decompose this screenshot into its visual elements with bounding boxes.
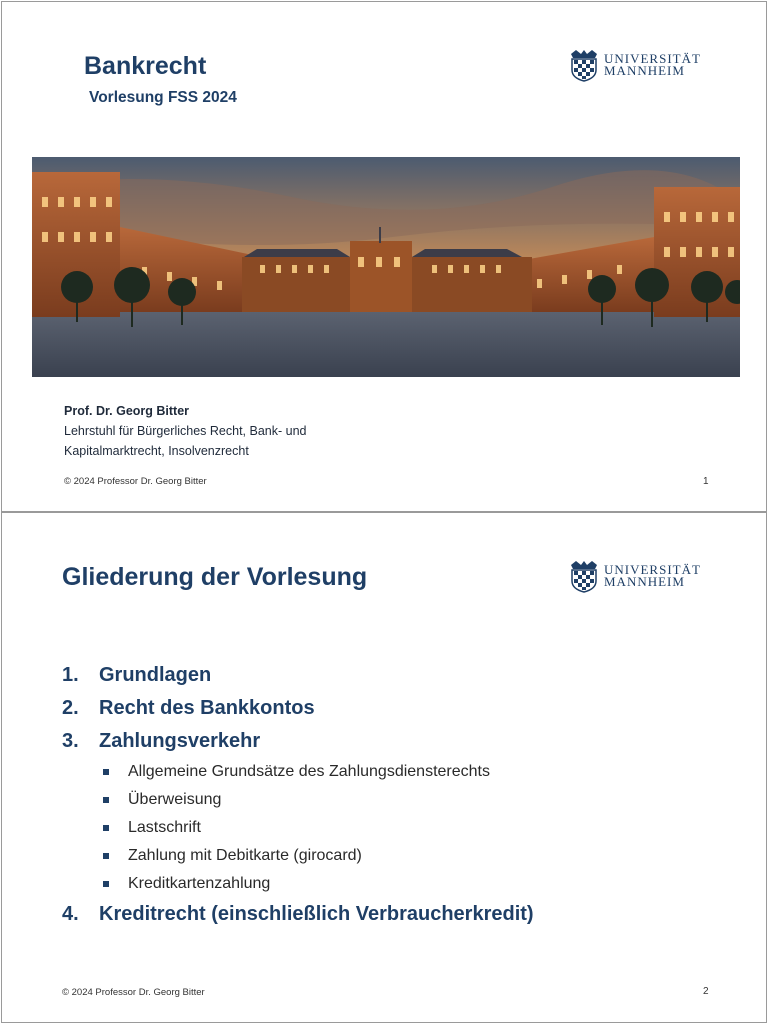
- chair-line-2: Kapitalmarktrecht, Insolvenzrecht: [64, 444, 249, 458]
- outline-subitem: [62, 870, 534, 898]
- logo-line-1: UNIVERSITÄT: [604, 562, 701, 577]
- university-crest-icon: [568, 48, 600, 82]
- subitem-label: Überweisung: [128, 791, 222, 808]
- copyright-footer: © 2024 Professor Dr. Georg Bitter: [64, 476, 207, 487]
- outline-label: Grundlagen: [99, 664, 212, 686]
- subitem-label: Lastschrift: [128, 819, 201, 836]
- university-crest-icon: [568, 559, 600, 593]
- outline-number: 2.: [62, 697, 79, 719]
- slide-subtitle: Vorlesung FSS 2024: [89, 89, 237, 106]
- palace-photo: [32, 157, 740, 377]
- university-logo: [568, 559, 701, 593]
- outline-number: 3.: [62, 730, 79, 752]
- square-bullet-icon: [103, 769, 109, 775]
- outline-item: [62, 659, 534, 692]
- logo-line-1: UNIVERSITÄT: [604, 51, 701, 66]
- outline-subitem: [62, 758, 534, 786]
- university-logo: [568, 48, 701, 82]
- outline-sublist: [62, 758, 534, 898]
- outline-item: [62, 692, 534, 725]
- outline-number: 1.: [62, 664, 79, 686]
- logo-line-2: MANNHEIM: [604, 63, 685, 78]
- slide-title: Gliederung der Vorlesung: [62, 563, 368, 591]
- square-bullet-icon: [103, 853, 109, 859]
- page-number: 2: [703, 986, 709, 997]
- subitem-label: Zahlung mit Debitkarte (girocard): [128, 847, 362, 864]
- subitem-label: Kreditkartenzahlung: [128, 875, 271, 892]
- outline-list: [62, 659, 534, 931]
- square-bullet-icon: [103, 881, 109, 887]
- square-bullet-icon: [103, 797, 109, 803]
- subitem-label: Allgemeine Grundsätze des Zahlungsdiensterechts: [128, 763, 490, 780]
- outline-item: [62, 725, 534, 758]
- logo-line-2: MANNHEIM: [604, 574, 685, 589]
- copyright-footer: © 2024 Professor Dr. Georg Bitter: [62, 987, 205, 998]
- professor-info: [64, 404, 307, 461]
- chair-line-1: Lehrstuhl für Bürgerliches Recht, Bank- und: [64, 424, 307, 438]
- slide-title: Bankrecht: [84, 52, 207, 80]
- page-number: 1: [703, 476, 709, 487]
- outline-subitem: [62, 786, 534, 814]
- professor-name: Prof. Dr. Georg Bitter: [64, 404, 190, 418]
- slide-2: [1, 512, 767, 1023]
- outline-label: Zahlungsverkehr: [99, 730, 261, 752]
- outline-label: Kreditrecht (einschließlich Verbraucherkredit): [99, 903, 534, 925]
- square-bullet-icon: [103, 825, 109, 831]
- slide-1: [1, 1, 767, 512]
- outline-subitem: [62, 814, 534, 842]
- outline-number: 4.: [62, 903, 79, 925]
- outline-subitem: [62, 842, 534, 870]
- outline-label: Recht des Bankkontos: [99, 697, 315, 719]
- outline-item: [62, 898, 534, 931]
